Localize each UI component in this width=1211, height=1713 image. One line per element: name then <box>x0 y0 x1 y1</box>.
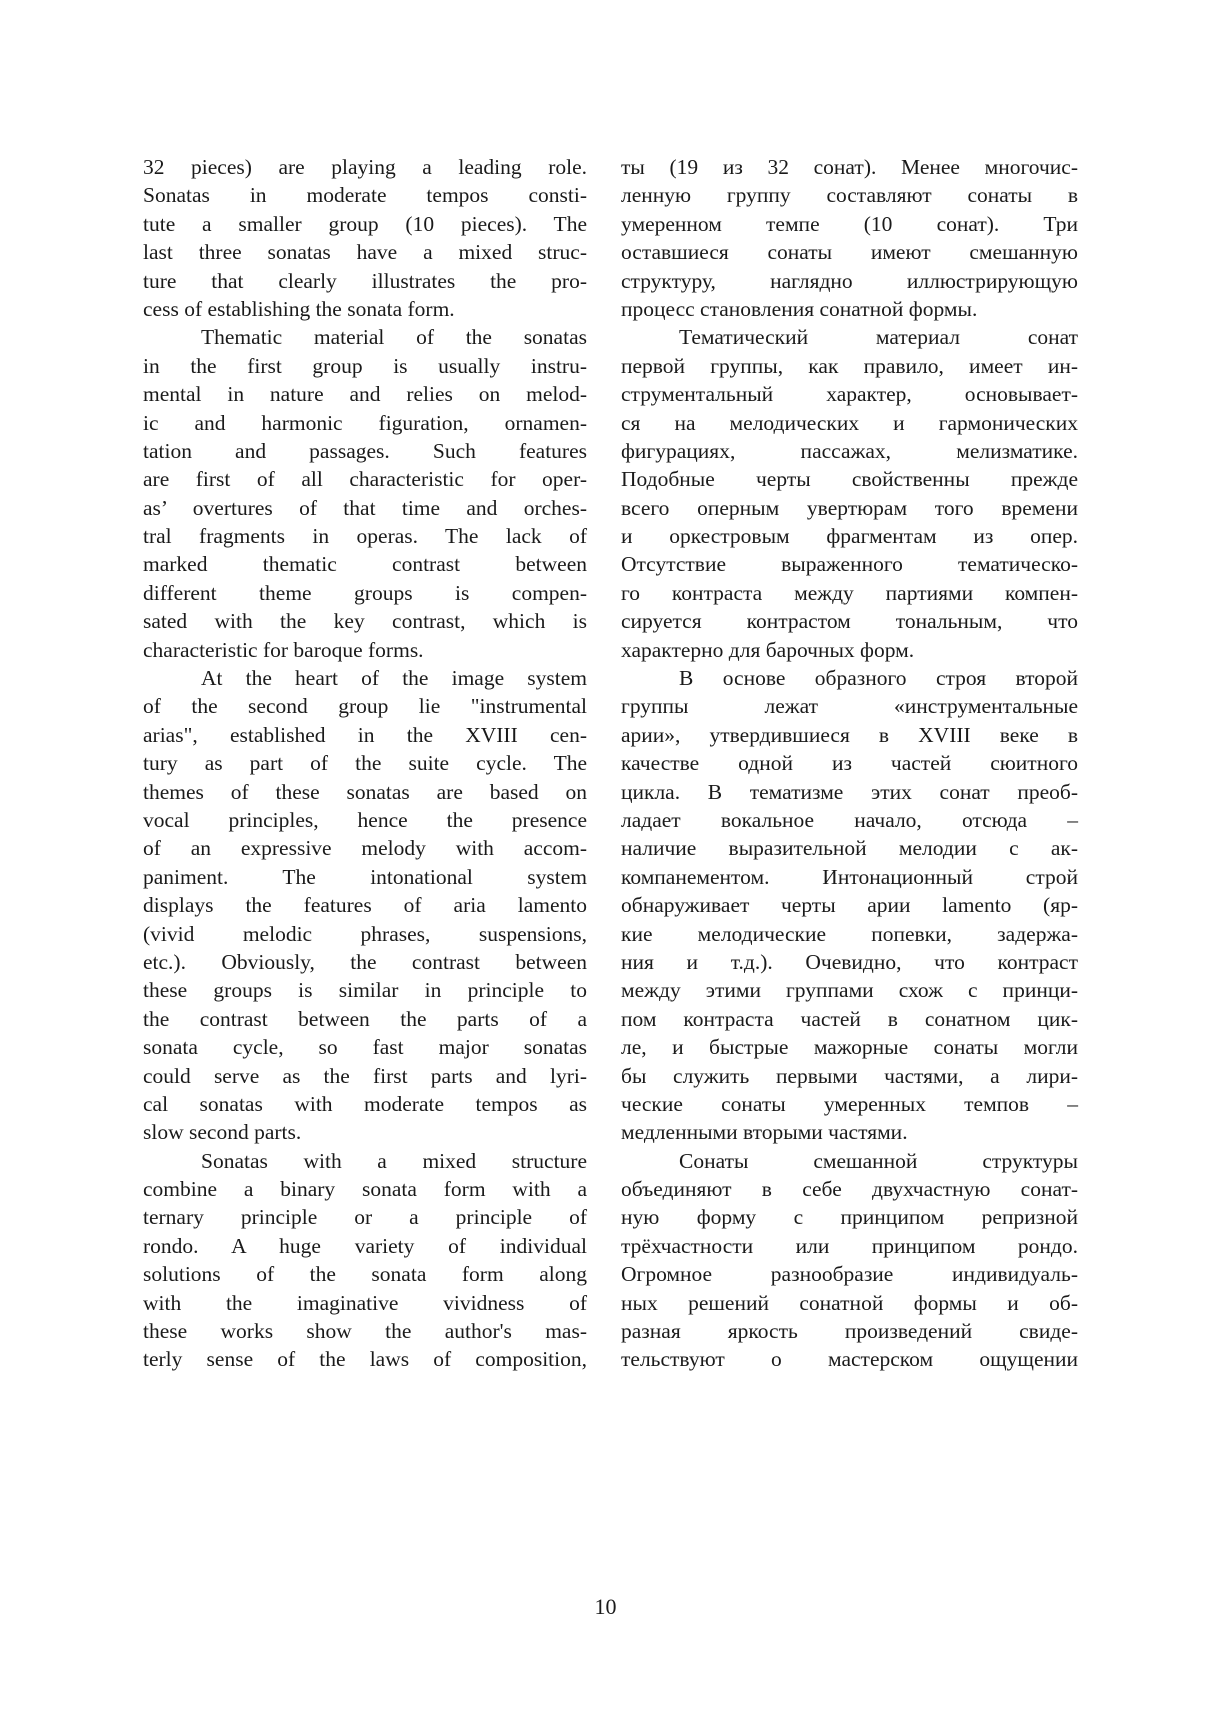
text-line: 32 pieces) are playing a leading role. <box>143 155 587 179</box>
text-line: характерно для барочных форм. <box>621 637 915 662</box>
text-line: arias", established in the XVIII cen- <box>143 722 587 747</box>
text-line: solutions of the sonata form along <box>143 1262 587 1287</box>
text-line: между этими группами схож с принци- <box>621 978 1078 1003</box>
text-line: (vivid melodic phrases, suspensions, <box>143 921 587 946</box>
text-line: тельствуют о мастерском ощущении <box>621 1347 1078 1372</box>
english-text-column <box>143 153 587 1374</box>
text-line: ладает вокальное начало, отсюда – <box>621 807 1078 832</box>
text-line: Сонаты смешанной структуры <box>679 1148 1078 1173</box>
text-line: ternary principle or a principle of <box>143 1205 587 1230</box>
text-line: Thematic material of the sonatas <box>201 325 587 350</box>
text-line: Sonatas with a mixed structure <box>201 1148 587 1173</box>
text-line: last three sonatas have a mixed struc- <box>143 240 587 265</box>
text-line: terly sense of the laws of composition, <box>143 1347 587 1372</box>
text-line: themes of these sonatas are based on <box>143 779 587 804</box>
text-line: combine a binary sonata form with a <box>143 1177 587 1202</box>
text-line: и оркестровым фрагментам из опер. <box>621 524 1078 549</box>
text-line: умеренном темпе (10 сонат). Три <box>621 211 1078 236</box>
text-line: Подобные черты свойственны прежде <box>621 467 1078 492</box>
russian-text-column <box>621 153 1078 1374</box>
text-line: tation and passages. Such features <box>143 438 587 463</box>
text-line: обнаруживает черты арии lamento (яр- <box>621 893 1078 918</box>
text-line: different theme groups is compen- <box>143 580 587 605</box>
text-line: characteristic for baroque forms. <box>143 637 424 662</box>
text-line: Отсутствие выраженного тематическо- <box>621 552 1078 577</box>
text-line: наличие выразительной мелодии с ак- <box>621 836 1078 861</box>
text-line: Тематический материал сонат <box>679 325 1078 350</box>
text-line: компанементом. Интонационный строй <box>621 864 1078 889</box>
text-line: ную форму с принципом репризной <box>621 1205 1078 1230</box>
text-line: процесс становления сонатной формы. <box>621 296 978 321</box>
text-line: первой группы, как правило, имеет ин- <box>621 353 1078 378</box>
text-line: ческие сонаты умеренных темпов – <box>621 1091 1078 1116</box>
text-line: разная яркость произведений свиде- <box>621 1319 1078 1344</box>
text-line: slow second parts. <box>143 1120 302 1145</box>
text-line: ле, и быстрые мажорные сонаты могли <box>621 1035 1078 1060</box>
text-line: Sonatas in moderate tempos consti- <box>143 183 587 208</box>
text-line: бы служить первыми частями, а лири- <box>621 1063 1078 1088</box>
text-line: фигурациях, пассажах, мелизматике. <box>621 438 1078 463</box>
text-line: the contrast between the parts of a <box>143 1006 587 1031</box>
text-line: sonata cycle, so fast major sonatas <box>143 1035 587 1060</box>
text-line: ния и т.д.). Очевидно, что контраст <box>621 949 1078 974</box>
text-line: of an expressive melody with accom- <box>143 836 587 861</box>
text-line: всего оперным увертюрам того времени <box>621 495 1078 520</box>
text-line: cess of establishing the sonata form. <box>143 296 455 321</box>
text-line: etc.). Obviously, the contrast between <box>143 949 587 974</box>
text-line: В основе образного строя второй <box>679 666 1078 691</box>
text-line: арии», утвердившиеся в XVIII веке в <box>621 722 1078 747</box>
text-line: структуру, наглядно иллюстрирующую <box>621 268 1078 293</box>
page-number: 10 <box>594 1594 617 1619</box>
text-line: tute a smaller group (10 pieces). The <box>143 211 587 236</box>
text-line: пом контраста частей в сонатном цик- <box>621 1006 1078 1031</box>
text-line: could serve as the first parts and lyri- <box>143 1063 587 1088</box>
text-line: these groups is similar in principle to <box>143 978 587 1003</box>
text-line: these works show the author's mas- <box>143 1319 587 1344</box>
text-line: rondo. A huge variety of individual <box>143 1233 587 1258</box>
text-line: сируется контрастом тональным, что <box>621 609 1078 634</box>
text-line: marked thematic contrast between <box>143 552 587 577</box>
text-line: mental in nature and relies on melod- <box>143 382 587 407</box>
text-line: are first of all characteristic for oper- <box>143 467 587 492</box>
text-line: объединяют в себе двухчастную сонат- <box>621 1177 1078 1202</box>
text-line: tury as part of the suite cycle. The <box>143 751 587 776</box>
text-line: ленную группу составляют сонаты в <box>621 183 1078 208</box>
text-line: трёхчастности или принципом рондо. <box>621 1233 1078 1258</box>
text-line: sated with the key contrast, which is <box>143 609 587 634</box>
text-line: with the imaginative vividness of <box>143 1290 587 1315</box>
text-line: displays the features of aria lamento <box>143 893 587 918</box>
text-line: cal sonatas with moderate tempos as <box>143 1091 587 1116</box>
text-line: of the second group lie "instrumental <box>143 694 587 719</box>
text-line: paniment. The intonational system <box>143 864 587 889</box>
text-line: ture that clearly illustrates the pro- <box>143 268 587 293</box>
text-line: ic and harmonic figuration, ornamen- <box>143 410 587 435</box>
text-line: ся на мелодических и гармонических <box>621 410 1078 435</box>
text-line: кие мелодические попевки, задержа- <box>621 921 1078 946</box>
text-line: in the first group is usually instru- <box>143 353 587 378</box>
text-line: ных решений сонатной формы и об- <box>621 1290 1078 1315</box>
text-line: го контраста между партиями компен- <box>621 580 1078 605</box>
text-line: струментальный характер, основывает- <box>621 382 1078 407</box>
text-line: ты (19 из 32 сонат). Менее многочис- <box>621 155 1078 179</box>
text-line: Огромное разнообразие индивидуаль- <box>621 1262 1078 1287</box>
text-line: At the heart of the image system <box>201 666 587 691</box>
text-line: группы лежат «инструментальные <box>621 694 1078 719</box>
text-line: цикла. В тематизме этих сонат преоб- <box>621 779 1078 804</box>
text-line: медленными вторыми частями. <box>621 1120 908 1145</box>
text-line: as’ overtures of that time and orches- <box>143 495 587 520</box>
text-line: качестве одной из частей сюитного <box>621 751 1078 776</box>
text-line: vocal principles, hence the presence <box>143 807 587 832</box>
text-line: оставшиеся сонаты имеют смешанную <box>621 240 1078 265</box>
text-line: tral fragments in operas. The lack of <box>143 524 587 549</box>
